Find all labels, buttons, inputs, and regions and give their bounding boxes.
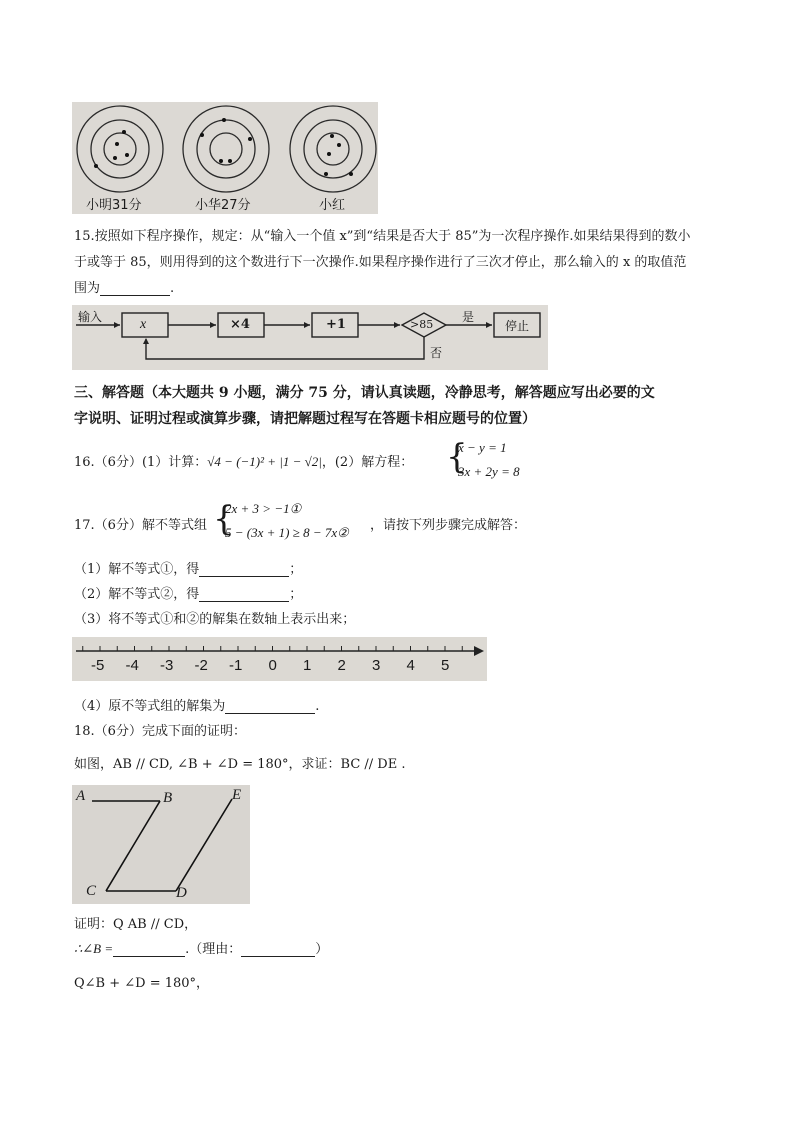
q18-line2-prefix: ∴∠B = xyxy=(74,941,114,956)
targets-photo xyxy=(72,102,378,214)
numberline-photo xyxy=(72,637,487,681)
q17-step1 xyxy=(74,558,302,577)
q15-answer-blank[interactable] xyxy=(100,281,170,296)
q17-step1-blank[interactable] xyxy=(199,562,289,577)
q18-proof-line3: Q∠B + ∠D = 180°， xyxy=(74,976,210,991)
q17-step1-semicolon: ； xyxy=(289,562,303,577)
parallel-figure xyxy=(72,785,250,904)
q16-expression: √4 − (−1)² + |1 − √2| xyxy=(207,454,322,469)
numberline-label: -4 xyxy=(125,657,139,674)
flow-cond-diamond: >85 xyxy=(410,318,434,331)
numberline-label: 1 xyxy=(303,657,312,674)
q18-given: 如图，AB // CD, ∠B + ∠D = 180°，求证：BC // DE . xyxy=(74,757,406,772)
q17-step4-period: . xyxy=(315,699,320,714)
numberline-label: 0 xyxy=(268,657,277,674)
flowchart-figure xyxy=(72,305,548,370)
flow-no-label: 否 xyxy=(430,346,443,360)
target-label-3: 小红 xyxy=(319,198,346,213)
q17-step2-blank[interactable] xyxy=(199,587,289,602)
q17-step3: （3）将不等式①和②的解集在数轴上表示出来； xyxy=(74,612,356,627)
q15-line3 xyxy=(74,277,174,296)
q15-line3-text: 围为 xyxy=(74,281,101,296)
flow-yes-label: 是 xyxy=(462,310,475,324)
parallel-figure-photo xyxy=(72,785,250,904)
numberline-label: -2 xyxy=(194,657,208,674)
q17-step4 xyxy=(74,695,319,714)
q17-step2-text: （2）解不等式②，得 xyxy=(74,587,200,602)
q15-line1: 15.按照如下程序操作，规定：从“输入一个值 x”到“结果是否大于 85”为一次程序操作.如果结果得到的数小 xyxy=(74,229,691,244)
q17-ineq1: 2x + 3 > −1① xyxy=(225,501,302,516)
point-B: B xyxy=(163,790,173,806)
numberline-label: 5 xyxy=(441,657,450,674)
q17-step4-text: （4）原不等式组的解集为 xyxy=(74,699,226,714)
point-D: D xyxy=(176,885,187,901)
q17-step2 xyxy=(74,583,302,602)
q16-brace: { xyxy=(446,437,468,477)
q17-brace: { xyxy=(213,499,235,539)
q18-line2-reason: .（理由： xyxy=(185,942,242,957)
q17-ineq2: 5 − (3x + 1) ≥ 8 − 7x② xyxy=(225,525,349,540)
numberline-label: 4 xyxy=(406,657,415,674)
q17-prefix: 17.（6分）解不等式组 xyxy=(74,518,207,533)
point-A: A xyxy=(76,788,86,804)
flow-add-box: +1 xyxy=(326,317,346,332)
q15-line2: 于或等于 85，则用得到的这个数进行下一次操作.如果程序操作进行了三次才停止，那么输入的 x 的取值范 xyxy=(74,255,687,270)
q16-prefix: 16.（6分）(1）计算： xyxy=(74,455,208,470)
target-label-2: 小华27分 xyxy=(195,198,251,213)
q18-angle-blank[interactable] xyxy=(113,942,185,957)
q17-step1-text: （1）解不等式①，得 xyxy=(74,562,200,577)
point-C: C xyxy=(86,883,97,899)
q17-step4-blank[interactable] xyxy=(225,699,315,714)
numberline-label: 3 xyxy=(372,657,381,674)
q16-eq1: x − y = 1 xyxy=(458,440,507,455)
flowchart-photo xyxy=(72,305,548,370)
q18-line2-end: ） xyxy=(315,942,329,957)
flow-mul-box: ×4 xyxy=(230,317,250,332)
section3-heading-line1: 三、解答题（本大题共 9 小题，满分 75 分，请认真读题，冷静思考，解答题应写出必要的文 xyxy=(74,385,655,401)
flow-input-label: 输入 xyxy=(78,310,103,324)
q16-eq2: 3x + 2y = 8 xyxy=(458,464,520,479)
point-E: E xyxy=(232,787,242,803)
q18-proof-label: 证明：Q AB // CD， xyxy=(74,917,198,932)
q18-title: 18.（6分）完成下面的证明： xyxy=(74,724,246,739)
q18-proof-line2 xyxy=(74,938,328,957)
q17-step2-semicolon: ； xyxy=(289,587,303,602)
numberline-label: 2 xyxy=(337,657,346,674)
numberline-label: -5 xyxy=(91,657,105,674)
q16-mid: ，(2）解方程： xyxy=(321,455,414,470)
q18-reason-blank[interactable] xyxy=(241,942,315,957)
numberline-label: -1 xyxy=(229,657,243,674)
flow-stop-box: 停止 xyxy=(505,319,530,333)
numberline-label: -3 xyxy=(160,657,174,674)
q15-period: . xyxy=(170,281,175,296)
q16-line xyxy=(74,451,413,470)
section3-heading-line2: 字说明、证明过程或演算步骤，请把解题过程写在答题卡相应题号的位置） xyxy=(74,411,536,427)
target-label-1: 小明31分 xyxy=(86,198,142,213)
flow-x-box: x xyxy=(140,317,147,332)
q17-suffix: ，请按下列步骤完成解答： xyxy=(370,518,527,533)
